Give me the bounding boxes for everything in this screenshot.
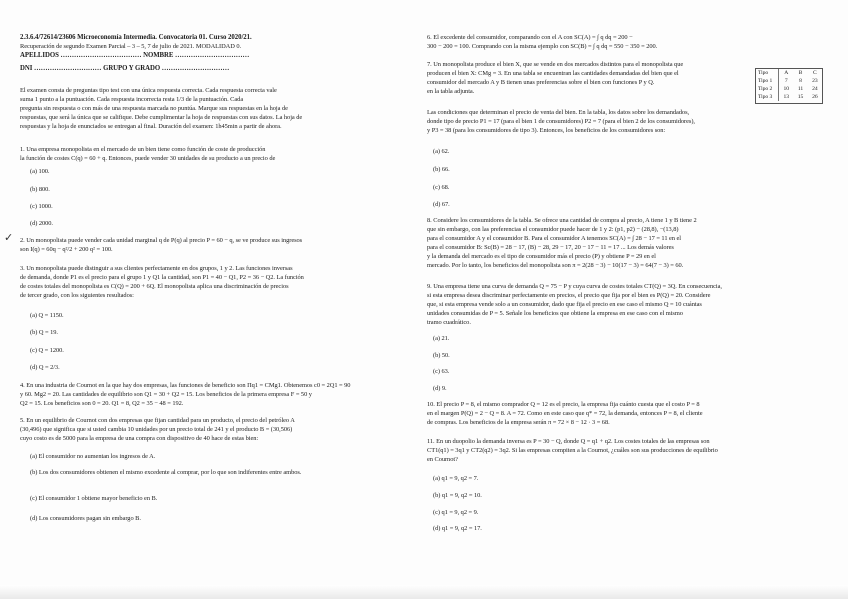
question-text: y la demanda del mercado es el tipo de consumidor más el precio (P) y obtiene P = 29 en el <box>427 253 656 261</box>
question-text: para el consumidor A y el consumidor B. Para el consumidor A tenemos SC(A) = ∫ 28 − 17 = 11 en el <box>427 235 682 243</box>
table-cell: 13 <box>783 94 789 100</box>
table-cell: 8 <box>799 78 802 84</box>
question-text: 6. El excedente del consumidor, comparando con el A con SC(A) = ∫ q dq = 200 − <box>427 34 633 41</box>
question-4 <box>20 381 407 408</box>
option-c: (c) q1 = 9, q2 = 9. <box>433 509 479 516</box>
question-text: cuyo costo es de 5000 para la empresa de una compra con dispositivo de 40 hace de estas bien: <box>20 435 259 443</box>
table-row <box>756 85 822 93</box>
question-text: 300 − 200 = 100. Comprando con la misma ejemplo con SC(B) = ∫ q dq = 550 − 350 = 200. <box>427 43 658 51</box>
table-row <box>756 77 822 85</box>
question-2 <box>20 236 407 254</box>
table-cell: 15 <box>797 94 804 100</box>
question-text: tramo cuadrático. <box>427 319 471 327</box>
option-d: (d) 67. <box>433 201 450 208</box>
question-text: 7. Un monopolista produce el bien X, que se vende en dos mercados distintos para el monopolista que <box>427 61 684 68</box>
table-cell: Tipo 2 <box>756 85 779 93</box>
question-text: unidades consumidas de P = 5. Señale los beneficios que obtiene la empresa en ese caso con el mismo <box>427 310 683 318</box>
question-6 <box>427 33 823 51</box>
question-text: que sin embargo, con las preferencias el consumidor puede hacer de 1 y 2: (p1, p2) − (28,8), −(13,8) <box>427 226 679 234</box>
question-text: en Cournot? <box>427 456 458 464</box>
option-d: (d) Los consumidores pagan sin embargo B. <box>30 515 141 522</box>
option-a: (a) q1 = 9, q2 = 7. <box>433 475 479 482</box>
table-cell: Tipo 1 <box>756 77 779 85</box>
option-c: (c) 68. <box>433 184 450 191</box>
question-9 <box>427 282 823 327</box>
question-text: 2. Un monopolista puede vender cada unidad marginal q de P(q) al precio P = 60 − q, se ve produce sus ingresos <box>20 237 303 244</box>
question-text: CT1(q1) = 3q1 y CT2(q2) = 3q2. Si las empresas compiten a la Cournot, ¿cuáles son sus producciones de equilibrio <box>427 447 718 455</box>
question-text: 4. En una industria de Cournot en la que hay dos empresas, las funciones de beneficio son Πq1 = CMg1. Obtenemos c0 = 2Q1 = 90 <box>20 382 351 389</box>
option-b: (b) 800. <box>30 186 50 193</box>
option-d: (d) Q = 2/3. <box>30 364 60 371</box>
option-c: (c) 63. <box>433 368 450 375</box>
table-header-row <box>756 69 822 77</box>
question-7-continued <box>427 108 823 135</box>
option-a: (a) Q = 1150. <box>30 312 64 319</box>
question-text: de demanda, donde P1 es el precio para el grupo 1 y Q1 la cantidad, son P1 = 40 − Q1, P2 = 36 − Q2. La función <box>20 274 304 282</box>
option-d: (d) 2000. <box>30 220 53 227</box>
question-text: de costes totales del monopolista es C(Q) = 200 + 6Q. El monopolista aplica una discriminación de precios <box>20 283 289 291</box>
option-b: (b) 66. <box>433 166 450 173</box>
question-text: Las condiciones que determinan el precio de venta del bien. En la tabla, los datos sobre los demandados, <box>427 109 690 116</box>
question-text: para el consumidor B: Sc(B) = 28 − 17, (B) − 28, 29 − 17, 20 − 17 − 11 = 17 ... Los demás valores <box>427 244 674 252</box>
question-text: producen el bien X: CMg = 3. En una tabla se encuentran las cantidades demandadas del bien que el <box>427 70 679 78</box>
table-header-cell: C <box>812 70 817 76</box>
option-d: (d) q1 = 9, q2 = 17. <box>433 525 482 532</box>
question-text: que, si esta empresa vende solo a un consumidor, dado que fija el precio en ese caso el mismo Q = 10 cuántas <box>427 301 702 309</box>
table-row <box>756 93 822 101</box>
table-header-cell: Tipo <box>756 69 779 77</box>
table-cell: 10 <box>783 86 789 92</box>
dni-group-line: DNI ………………………… GRUPO Y GRADO ………………………… <box>20 65 230 73</box>
question-text: y P3 = 38 (para los consumidores de tipo 3). Entonces, los beneficios de los consumidores son: <box>427 127 666 135</box>
instructions-line: pregunta sin respuesta o con más de una respuesta marcada no puntúa. Marque sus respuestas en la hoja de <box>20 105 288 113</box>
option-c: (c) El consumidor 1 obtiene mayor beneficio en B. <box>30 495 158 502</box>
question-text: y 60. Mg2 = 20. Las cantidades de equilibrio son Q1 = 30 + Q2 = 15. Los beneficios de la primera empresa F = 50 y <box>20 391 312 399</box>
question-text: de compras. Los beneficios de la empresa serán π = 72 × 8 − 12 · 3 = 68. <box>427 419 610 427</box>
question-text: 5. En un equilibrio de Cournot con dos empresas que fijan cantidad para un producto, el precio del petróleo A <box>20 417 295 424</box>
name-field-line: APELLIDOS ……………………………… NOMBRE …………………………… <box>20 52 250 60</box>
instructions-line: respuestas y la hoja de enunciados se entregan al final. Duración del examen: 1h45min a partir de ahora. <box>20 123 282 131</box>
question-text: 10. El precio P = 8, el mismo comprador Q = 12 es el precio, la empresa fija cuánto cuesta que el costo P = 8 <box>427 401 700 408</box>
option-b: (b) 50. <box>433 352 450 359</box>
instructions-line: suma 1 punto a la puntuación. Cada respuesta incorrecta resta 1/3 de la puntuación. Cada <box>20 96 244 104</box>
option-c: (c) 1000. <box>30 203 53 210</box>
question-10 <box>427 400 823 427</box>
question-text: en el margen P(Q) = 2 − Q = 8. A = 72. Como en este caso que q* = 72, la demanda, entonces P = 8, el cliente <box>427 410 703 418</box>
option-b: (b) Q = 19. <box>30 329 58 336</box>
question-7 <box>427 60 747 96</box>
check-mark: ✓ <box>4 231 14 244</box>
question-text: 11. En un duopolio la demanda inversa es P = 30 − Q, donde Q = q1 + q2. Los costes totales de las empresas son <box>427 438 710 445</box>
option-a: (a) 100. <box>30 168 50 175</box>
table-cell: 7 <box>784 78 788 84</box>
question-1 <box>20 145 407 163</box>
option-d: (d) 9. <box>433 385 447 392</box>
exam-header <box>20 33 407 73</box>
table-cell: Tipo 3 <box>756 93 779 101</box>
option-a: (a) 21. <box>433 335 450 342</box>
exam-subtitle: Recuperación de segundo Examen Parcial – 3 – 5, 7 de julio de 2021. MODALIDAD 0. <box>20 43 242 51</box>
option-c: (c) Q = 1200. <box>30 347 64 354</box>
question-5 <box>20 416 407 443</box>
question-text: donde tipo de precio P1 = 17 (para el bien 1 de consumidores) P2 = 7 (para el bien 2 de los consumidores), <box>427 118 695 126</box>
question-text: si esta empresa desea discriminar perfectamente en precios, el precio que fija por el bien es P(Q) = 20. Considere <box>427 292 711 300</box>
question-text: son I(q) = 60q − q²/2 + 200 q² = 100. <box>20 246 113 254</box>
question-text: 1. Una empresa monopolista en el mercado de un bien tiene como función de coste de producción <box>20 146 266 153</box>
table-cell: 24 <box>812 86 818 92</box>
demand-table <box>755 68 823 104</box>
course-title: 2.3.6.4/72614/23606 Microeconomía Intermedia. Convocatoria 01. Curso 2020/21. <box>20 34 252 41</box>
question-text: (30,496) que significa que si usted cambia 10 unidades por un precio total de 241 y el producto B = (30,506) <box>20 426 293 434</box>
question-text: consumidor del mercado A y B tienen unas preferencias sobre el bien con funciones P y Q. <box>427 79 655 87</box>
table-header-cell: B <box>798 70 803 76</box>
question-text: Q2 = 15. Los beneficios son 0 = 20. Q1 = 8, Q2 = 35 − 48 = 192. <box>20 400 184 408</box>
table-header-cell: A <box>784 70 789 76</box>
table-cell: 23 <box>812 78 818 84</box>
option-a: (a) 62. <box>433 148 450 155</box>
question-text: 9. Una empresa tiene una curva de demanda Q = 75 − P y cuya curva de costes totales CT(Q) = 3Q. En consecuencia, <box>427 283 722 290</box>
question-text: 3. Un monopolista puede distinguir a sus clientes perfectamente en dos grupos, 1 y 2. Las funciones inversas <box>20 265 293 272</box>
option-a: (a) El consumidor no aumentan los ingresos de A. <box>30 453 156 460</box>
instructions-line: respuestas, que será la única que se califique. Debe cumplimentar la hoja de respuestas con sus datos. La hoja de <box>20 114 303 122</box>
question-text: la función de costes C(q) = 60 + q. Entonces, puede vender 30 unidades de su producto a un precio de <box>20 155 276 163</box>
question-text: 8. Considere los consumidores de la tabla. Se ofrece una cantidad de compra al precio, A tiene 1 y B tiene 2 <box>427 217 697 224</box>
question-3 <box>20 264 407 300</box>
option-b: (b) Los dos consumidores obtienen el mismo excedente al comprar, por lo que son indiferentes entre ambos. <box>30 469 302 476</box>
question-text: mercado. Por lo tanto, los beneficios del monopolista son π = 2(28 − 3) − 10(17 − 3) = 64(7 − 3) = 60. <box>427 262 684 270</box>
question-text: en la tabla adjunta. <box>427 88 475 96</box>
instructions <box>20 86 407 131</box>
table-cell: 26 <box>812 94 818 100</box>
question-text: de tercer grado, con los siguientes resultados: <box>20 292 134 300</box>
table-cell: 11 <box>797 86 804 92</box>
instructions-line: El examen consta de preguntas tipo test con una única respuesta correcta. Cada respuesta correcta vale <box>20 87 277 94</box>
option-b: (b) q1 = 9, q2 = 10. <box>433 492 482 499</box>
question-11 <box>427 437 823 464</box>
question-8 <box>427 216 823 271</box>
